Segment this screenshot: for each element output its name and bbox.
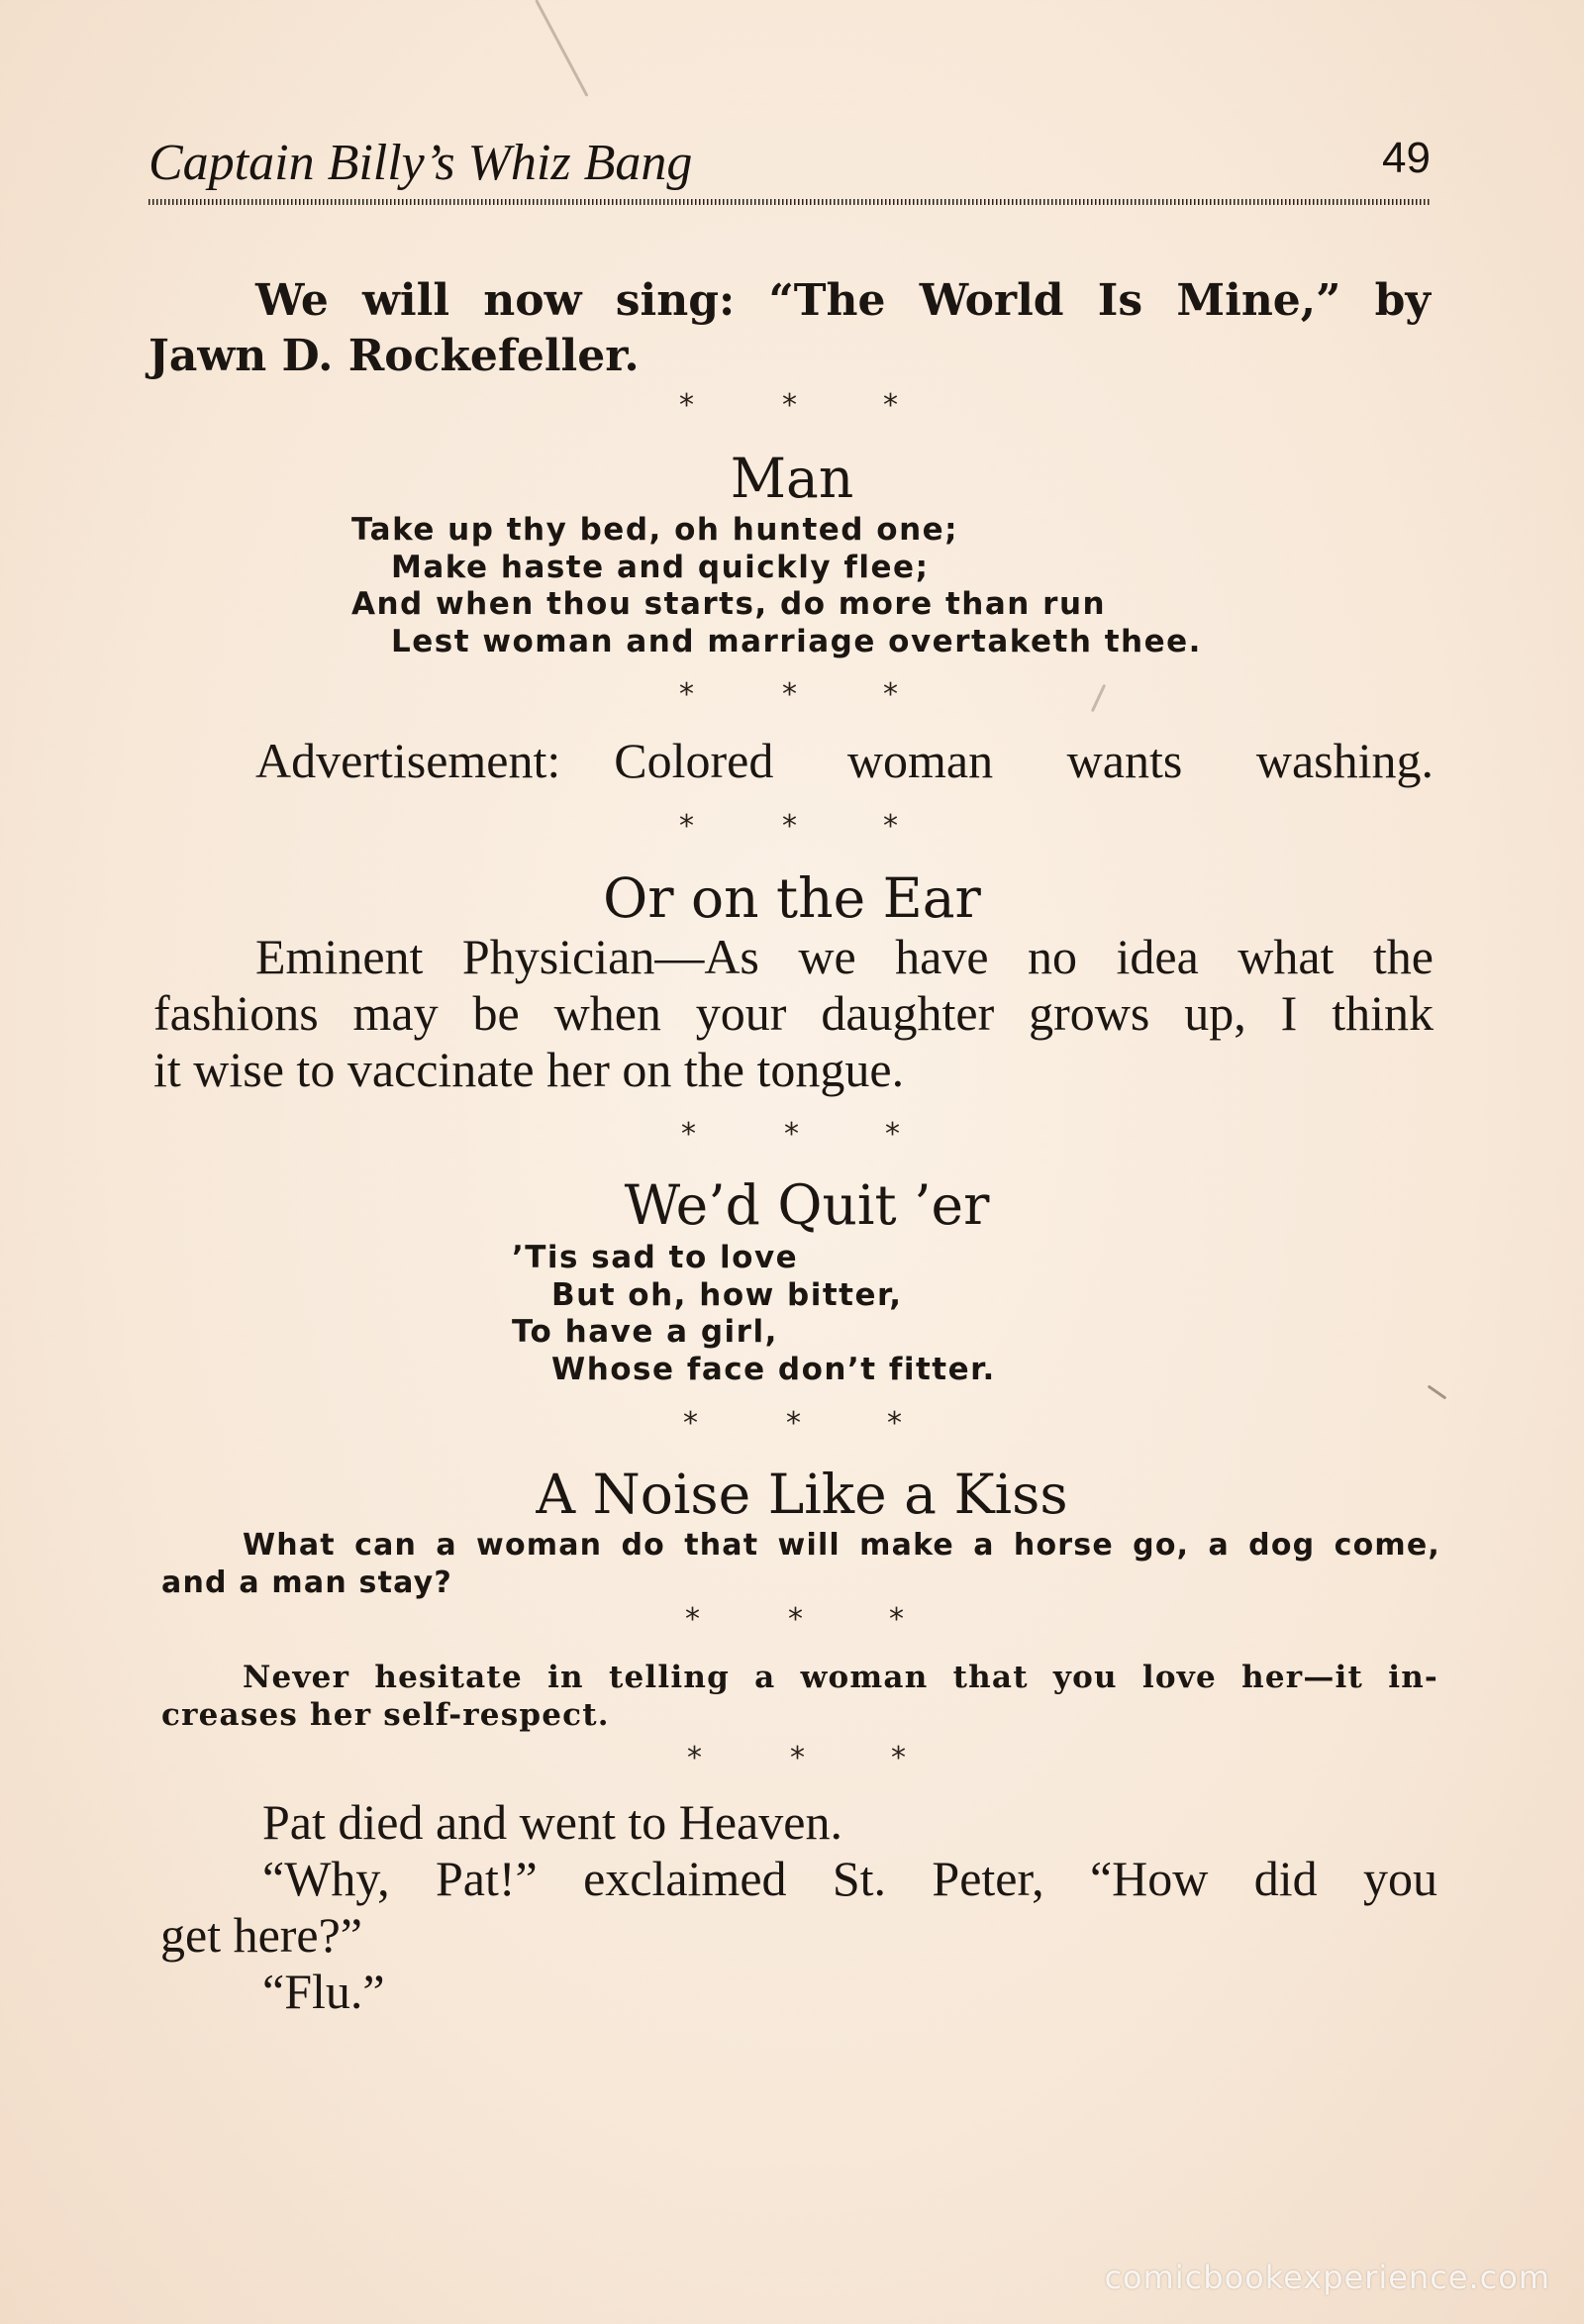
world-joke-line-1: We will now sing: “The World Is Mine,” by <box>255 275 1431 326</box>
section-title: A Noise Like a Kiss <box>536 1463 1068 1526</box>
world-joke <box>148 273 1431 384</box>
separator-star: * <box>883 809 898 844</box>
separator-star: * <box>782 809 797 844</box>
quit-poem <box>512 1240 996 1388</box>
separator <box>0 809 1584 845</box>
separator-star: * <box>681 1117 696 1152</box>
poem-line: Whose face don’t fitter. <box>551 1351 996 1387</box>
hesitate-line: Never hesitate in telling a woman that you love her—it in- <box>243 1660 1438 1695</box>
header-rule <box>148 199 1431 205</box>
separator-star: * <box>683 1406 698 1441</box>
kiss-line: What can a woman do that will make a horse go, a dog come, <box>243 1528 1440 1563</box>
watermark: comicbookexperience.com <box>1104 2259 1550 2296</box>
ear-line: Eminent Physician—As we have no idea what the <box>255 929 1434 984</box>
world-joke-line-2: Jawn D. Rockefeller. <box>148 331 640 381</box>
separator-star: * <box>685 1602 700 1637</box>
separator-star: * <box>788 1602 803 1637</box>
separator-star: * <box>889 1602 904 1637</box>
pat-line: Pat died and went to Heaven. <box>262 1794 842 1850</box>
ear-joke <box>153 929 1434 1098</box>
section-title: Man <box>730 447 854 510</box>
section-title: Or on the Ear <box>603 866 981 930</box>
separator-star: * <box>790 1741 805 1775</box>
poem-line: Take up thy bed, oh hunted one; <box>351 512 959 548</box>
poem-line: To have a girl, <box>512 1314 778 1350</box>
kiss-joke <box>161 1527 1440 1602</box>
separator <box>0 1117 1584 1153</box>
separator-star: * <box>679 677 694 712</box>
pat-line: “Flu.” <box>262 1964 385 2019</box>
separator-star: * <box>885 1117 900 1152</box>
poem-line: And when thou starts, do more than run <box>351 586 1107 622</box>
separator-star: * <box>782 677 797 712</box>
hesitate-line: creases her self-respect. <box>161 1697 610 1733</box>
separator-star: * <box>891 1741 906 1775</box>
ear-line: fashions may be when your daughter grows up, I think <box>153 985 1434 1041</box>
separator <box>0 1741 1584 1776</box>
kiss-line: and a man stay? <box>161 1566 452 1600</box>
separator-star: * <box>679 809 694 844</box>
running-title: Captain Billy’s Whiz Bang <box>148 135 693 191</box>
pat-line: get here?” <box>160 1907 363 1963</box>
separator-star: * <box>784 1117 799 1152</box>
separator-star: * <box>687 1741 702 1775</box>
paper-mark <box>1428 1384 1447 1399</box>
separator <box>0 677 1584 713</box>
separator <box>0 1602 1584 1638</box>
pat-line: “Why, Pat!” exclaimed St. Peter, “How did you <box>262 1851 1437 1906</box>
hesitate-joke <box>161 1659 1438 1734</box>
advertisement <box>255 733 1434 789</box>
pat-joke <box>160 1794 1437 2020</box>
page-header <box>148 134 1431 208</box>
page-number: 49 <box>1382 134 1431 182</box>
poem-line: Make haste and quickly flee; <box>391 549 930 585</box>
man-poem <box>351 512 1202 660</box>
separator-star: * <box>782 388 797 423</box>
ad-label: Advertisement: <box>255 733 561 788</box>
poem-line: But oh, how bitter, <box>551 1276 903 1313</box>
poem-line: Lest woman and marriage overtaketh thee. <box>391 623 1202 659</box>
separator-star: * <box>883 388 898 423</box>
section-title: We’d Quit ’er <box>624 1173 990 1237</box>
paper-crease <box>535 0 588 97</box>
ad-text: Colored woman wants washing. <box>614 733 1434 788</box>
ear-line: it wise to vaccinate her on the tongue. <box>153 1042 905 1097</box>
separator <box>0 1406 1584 1442</box>
separator-star: * <box>679 388 694 423</box>
separator-star: * <box>786 1406 801 1441</box>
poem-line: ’Tis sad to love <box>512 1240 799 1275</box>
separator <box>0 388 1584 424</box>
separator-star: * <box>883 677 898 712</box>
separator-star: * <box>887 1406 902 1441</box>
